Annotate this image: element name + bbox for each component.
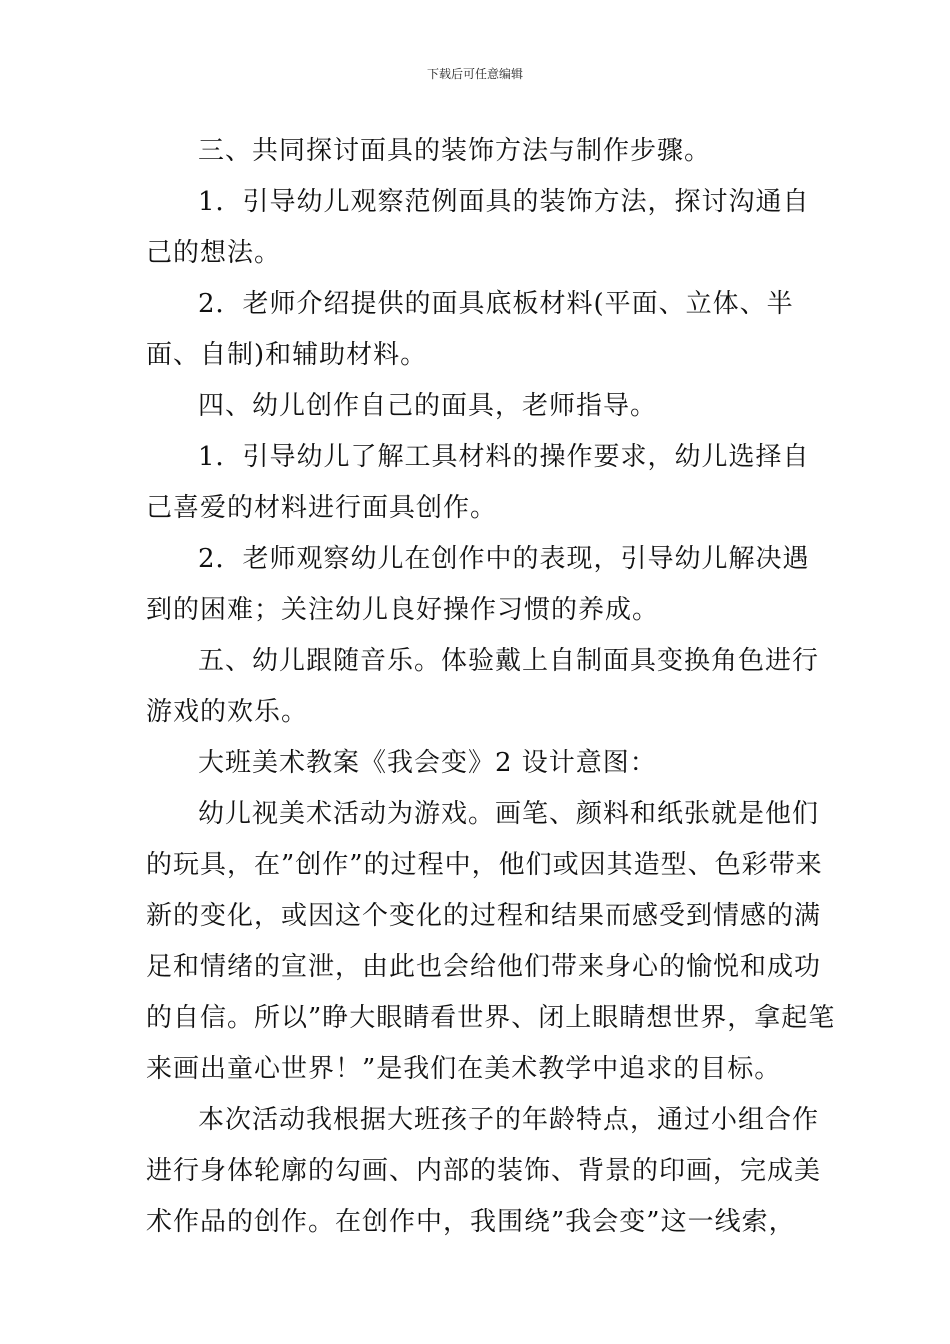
document-body xyxy=(146,126,836,1248)
paragraph: 五、幼儿跟随音乐。体验戴上自制面具变换角色进行游戏的欢乐。 xyxy=(146,646,820,727)
page-header-note: 下载后可任意编辑 xyxy=(426,67,523,81)
paragraph: 1．引导幼儿观察范例面具的装饰方法，探讨沟通自己的想法。 xyxy=(146,187,810,268)
paragraph: 1．引导幼儿了解工具材料的操作要求，幼儿选择自己喜爱的材料进行面具创作。 xyxy=(146,442,810,523)
paragraph: 幼儿视美术活动为游戏。画笔、颜料和纸张就是他们的玩具，在”创作”的过程中，他们或因其造型、色彩带来新的变化，或因这个变化的过程和结果而感受到情感的满足和情绪的宣泄，由此也会给他们带来身心的愉悦和成功的自信。所以”睁大眼睛看世界、闭上眼睛想世界，拿起笔来画出童心世界！”是我们在美术教学中追求的目标。 xyxy=(146,799,836,1084)
paragraph: 四、幼儿创作自己的面具，老师指导。 xyxy=(198,391,658,421)
section-heading: 大班美术教案《我会变》2 设计意图： xyxy=(198,748,657,778)
paragraph: 2．老师观察幼儿在创作中的表现，引导幼儿解决遇到的困难；关注幼儿良好操作习惯的养成。 xyxy=(146,544,810,625)
paragraph: 本次活动我根据大班孩子的年龄特点，通过小组合作进行身体轮廓的勾画、内部的装饰、背景的印画，完成美术作品的创作。在创作中，我围绕”我会变”这一线索， xyxy=(146,1105,822,1237)
paragraph: 2．老师介绍提供的面具底板材料(平面、立体、半面、自制)和辅助材料。 xyxy=(146,289,794,370)
paragraph: 三、共同探讨面具的装饰方法与制作步骤。 xyxy=(198,136,712,166)
